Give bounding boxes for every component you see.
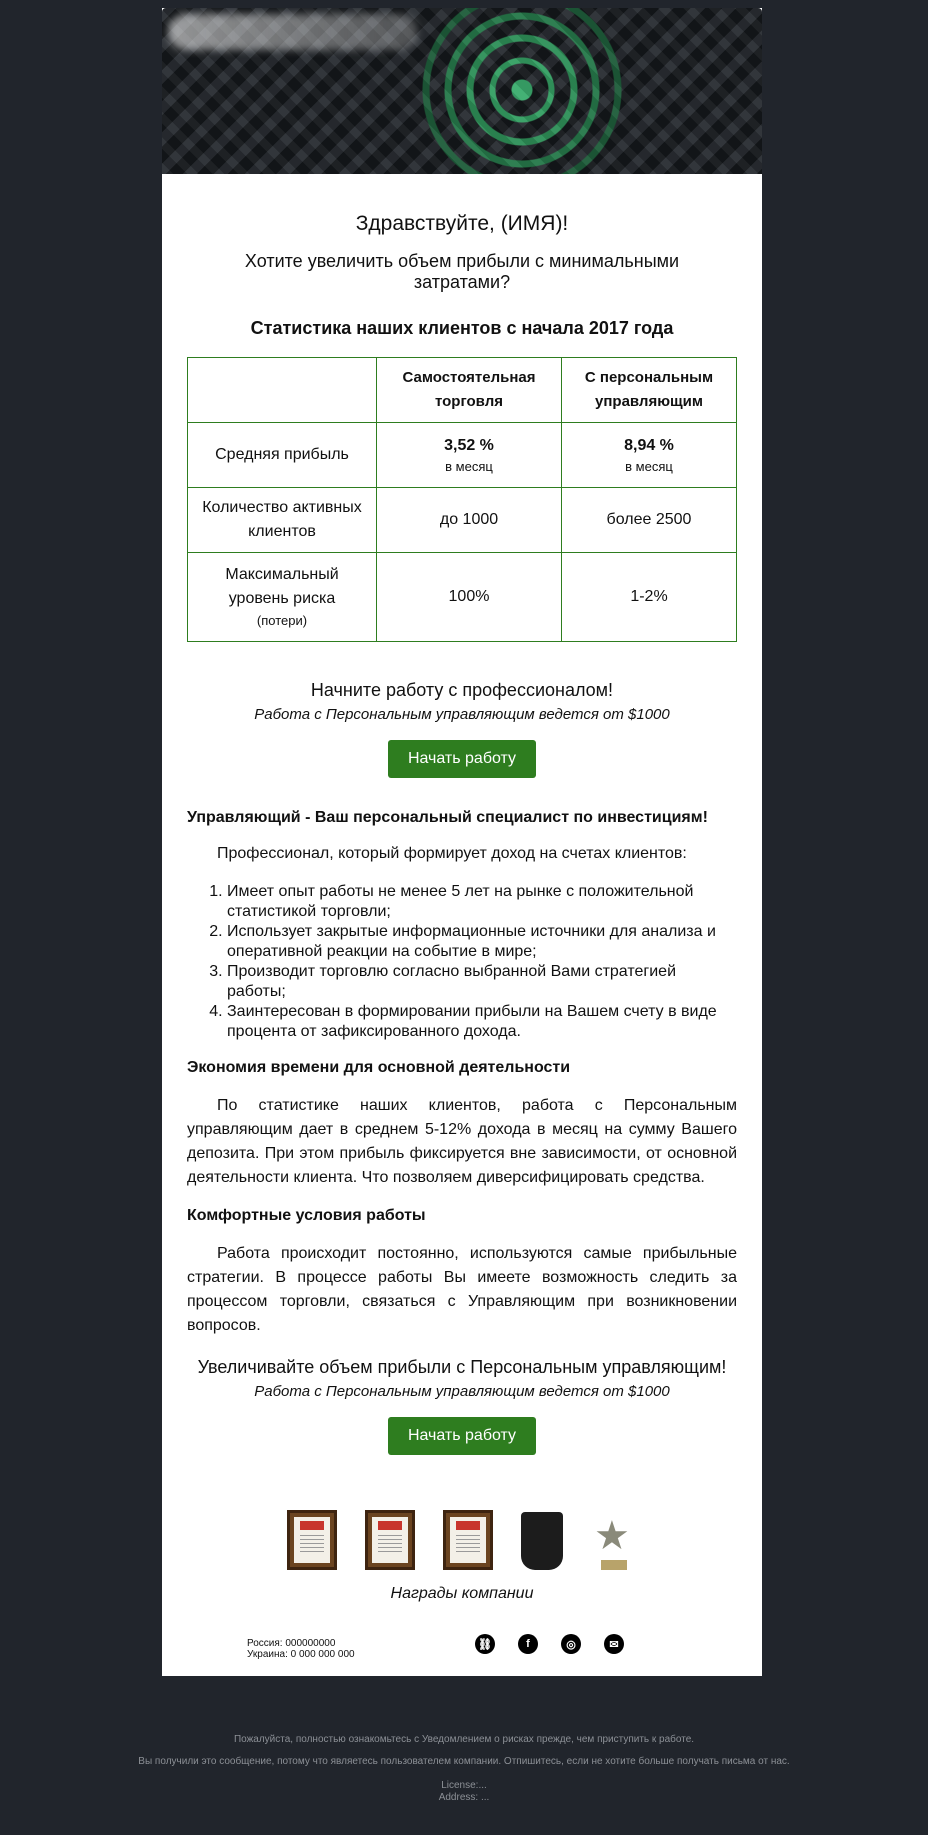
value-self: 3,52 %: [444, 437, 494, 454]
row-label: Средняя прибыль: [188, 423, 377, 488]
instagram-icon[interactable]: ◎: [561, 1634, 581, 1654]
list-item: 1. Имеет опыт работы не менее 5 лет на рынке с положительной статистикой торговли;: [227, 882, 737, 922]
trophy-base: [601, 1560, 627, 1570]
social-links: [475, 1634, 624, 1654]
qualification-list: [187, 882, 737, 1042]
manager-heading: Управляющий - Ваш персональный специалист по инвестициям!: [187, 809, 708, 826]
table-row: [188, 488, 737, 553]
value-self: 100%: [377, 553, 562, 642]
unsubscribe-notice: Вы получили это сообщение, потому что являетесь пользователем компании. Отпишитесь, если не хотите больше получать письма от нас.: [138, 1756, 790, 1767]
table-header-row: [188, 358, 737, 423]
value-managed: 1-2%: [562, 553, 737, 642]
stats-title: Статистика наших клиентов с начала 2017 года: [250, 318, 674, 338]
awards-row: [187, 1510, 737, 1570]
cta-note: Работа с Персональным управляющим ведется от $1000: [254, 706, 670, 723]
phone-list: [247, 1638, 355, 1660]
table-cell: [377, 423, 562, 488]
col-self-trading: Самостоятельная торговля: [377, 358, 562, 423]
value-unit: в месяц: [625, 459, 673, 474]
value-managed: 8,94 %: [624, 437, 674, 454]
table-row: [188, 423, 737, 488]
table-cell: [562, 423, 737, 488]
stats-table: [187, 357, 737, 642]
award-plaque-icon: [365, 1510, 415, 1570]
phone-ukraine: Украина: 0 000 000 000: [247, 1649, 355, 1660]
award-star-trophy-icon: [591, 1516, 637, 1570]
cta2-note: Работа с Персональным управляющим ведется от $1000: [254, 1383, 670, 1400]
row-label-cell: [188, 553, 377, 642]
cta2-title: Увеличивайте объем прибыли с Персональным управляющим!: [197, 1357, 727, 1377]
cta-title: Начните работу с профессионалом!: [310, 680, 614, 700]
risk-notice: Пожалуйста, полностью ознакомьтесь с Уведомлением о рисках прежде, чем приступить к работе.: [233, 1734, 695, 1745]
company-logo: [168, 14, 418, 50]
comfort-text: Работа происходит постоянно, используются самые прибыльные стратегии. В процессе работы Вы имеете возможность следить за процессом торговли, связаться с Управляющим при возникновении вопросов.: [187, 1245, 737, 1334]
value-unit: в месяц: [445, 459, 493, 474]
table-row: [188, 553, 737, 642]
col-managed: С персональным управляющим: [562, 358, 737, 423]
star-icon: ★: [594, 1514, 630, 1558]
email-content: [162, 174, 762, 1676]
comfort-heading: Комфортные условия работы: [187, 1207, 426, 1224]
mail-icon[interactable]: ✉: [604, 1634, 624, 1654]
list-item: 2. Использует закрытые информационные источники для анализа и оперативной реакции на событие в мире;: [227, 922, 737, 962]
start-work-button[interactable]: Начать работу: [388, 740, 536, 778]
awards-caption: Награды компании: [390, 1585, 534, 1602]
award-shield-icon: [521, 1512, 563, 1570]
row-note: (потери): [256, 613, 308, 628]
start-work-button-2[interactable]: Начать работу: [388, 1417, 536, 1455]
award-plaque-icon: [287, 1510, 337, 1570]
greeting: Здравствуйте, (ИМЯ)!: [355, 212, 569, 235]
list-item: 4. Заинтересован в формировании прибыли на Вашем счету в виде процента от зафиксированного дохода.: [227, 1002, 737, 1042]
manager-intro: Профессионал, который формирует доход на счетах клиентов:: [217, 845, 687, 862]
phone-russia: Россия: 000000000: [247, 1638, 336, 1649]
header-banner: [162, 8, 762, 174]
value-self: до 1000: [377, 488, 562, 553]
facebook-icon[interactable]: f: [518, 1634, 538, 1654]
link-icon[interactable]: ⛓: [475, 1634, 495, 1654]
license-text: License:...: [441, 1780, 487, 1791]
list-item: 3. Производит торговлю согласно выбранной Вами стратегией работы;: [227, 962, 737, 1002]
subheading: Хотите увеличить объем прибыли с минимальными затратами?: [244, 251, 680, 292]
value-managed: более 2500: [562, 488, 737, 553]
empty-header-cell: [188, 358, 377, 423]
contact-row: [187, 1616, 737, 1676]
award-plaque-icon: [443, 1510, 493, 1570]
row-label: Количество активных клиентов: [188, 488, 377, 553]
row-label: Максимальный уровень риска: [225, 566, 339, 607]
address-text: Address: ...: [438, 1792, 490, 1803]
email-card: [162, 8, 762, 1676]
economy-heading: Экономия времени для основной деятельности: [187, 1059, 571, 1076]
economy-text: По статистике наших клиентов, работа с Персональным управляющим дает в среднем 5-12% дохода в месяц на сумму Вашего депозита. При этом прибыль фиксируется вне зависимости, от основной деятельности клиента. Что позволяем диверсифицировать средства.: [187, 1097, 737, 1186]
